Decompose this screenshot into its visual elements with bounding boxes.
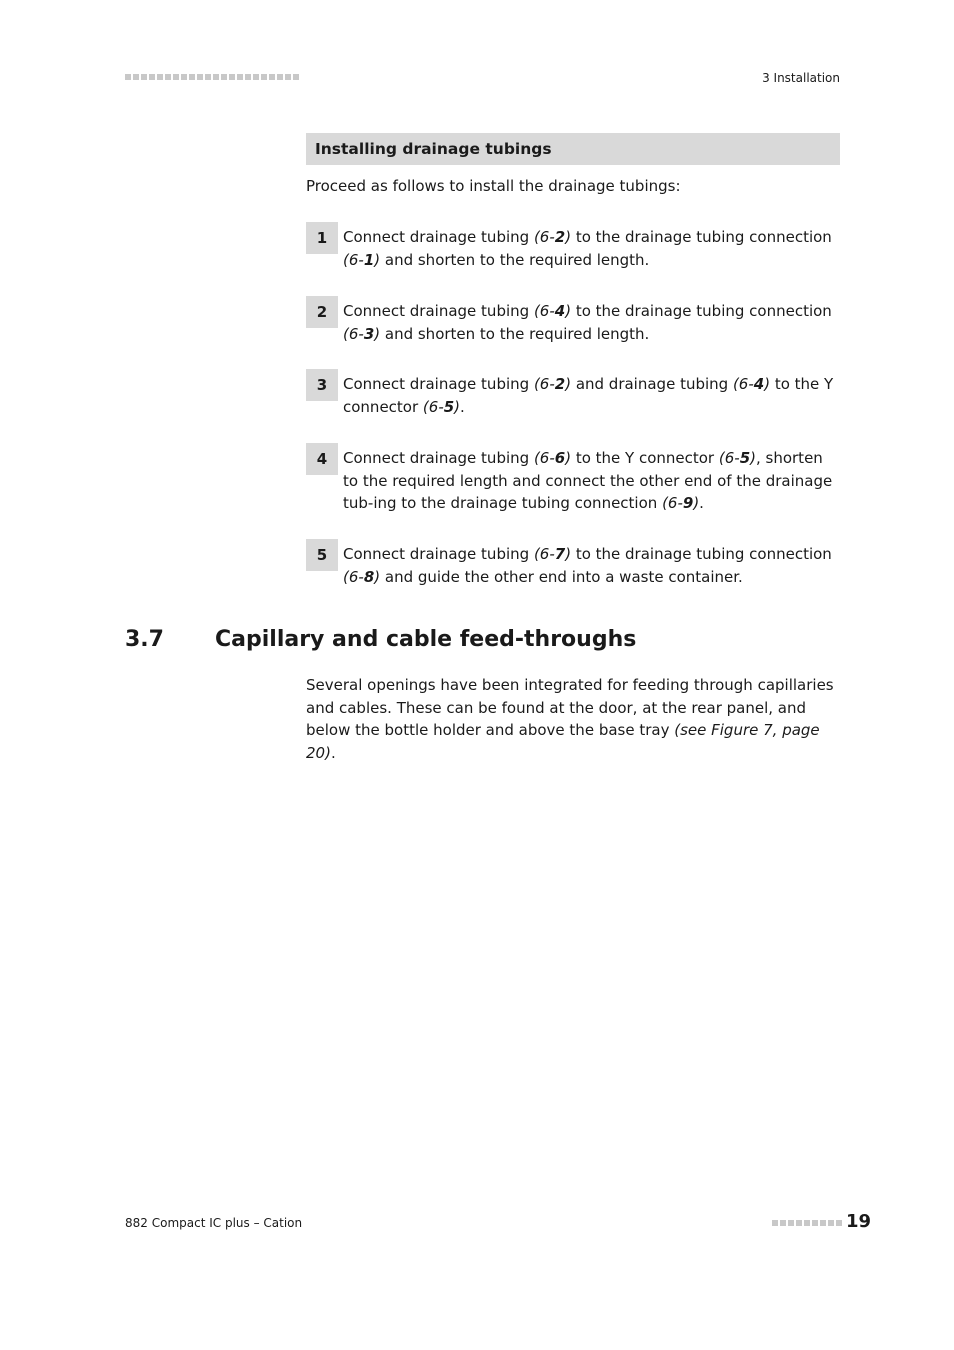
step-number: 3 xyxy=(306,369,338,401)
section-paragraph: Several openings have been integrated for feeding through capillaries and cables. These can be found at the door, at the rear panel, and below the bottle holder and above the base tray (see Figure 7, page 20). xyxy=(306,676,834,762)
footer-product-name: 882 Compact IC plus – Cation xyxy=(125,1216,303,1230)
section-number: 3.7 xyxy=(125,627,164,652)
figure-reference[interactable]: (6-3) xyxy=(343,324,381,343)
figure-reference[interactable]: (6-5) xyxy=(422,397,461,416)
page-number: 19 xyxy=(846,1211,872,1232)
step-text: Connect drainage tubing (6-2) to the drainage tubing connection (6-1) and shorten to the required length. xyxy=(343,228,832,269)
step-number: 2 xyxy=(306,296,338,328)
figure-reference[interactable]: (6-2) xyxy=(533,228,572,246)
step-text: Connect drainage tubing (6-6) to the Y connector (6-5), shorten to the required length and connect the other end of the drainage tub-ing to the drainage tubing connection (6-9). xyxy=(343,449,833,512)
step-number: 4 xyxy=(306,443,338,475)
step-number: 5 xyxy=(306,539,338,571)
header-section-title: 3 Installation xyxy=(762,71,840,85)
intro-text: Proceed as follows to install the drainage tubings: xyxy=(306,177,681,195)
figure-reference[interactable]: (6-7) xyxy=(533,545,572,563)
figure-reference[interactable]: (6-4) xyxy=(533,302,572,320)
figure-reference[interactable]: (6-4) xyxy=(732,375,771,393)
step-text: Connect drainage tubing (6-4) to the drainage tubing connection (6-3) and shorten to the required length. xyxy=(343,302,832,343)
section-title: Capillary and cable feed-throughs xyxy=(215,627,637,652)
step-text: Connect drainage tubing (6-2) and drainage tubing (6-4) to the Y connector (6-5). xyxy=(343,375,834,416)
procedure-title: Installing drainage tubings xyxy=(306,133,840,165)
step-text: Connect drainage tubing (6-7) to the drainage tubing connection (6-8) and guide the other end into a waste container. xyxy=(343,545,832,586)
footer-decoration xyxy=(772,1220,842,1226)
figure-reference[interactable]: (6-8) xyxy=(343,567,381,586)
figure-reference[interactable]: (6-2) xyxy=(533,375,572,393)
figure-reference[interactable]: (6-1) xyxy=(343,250,381,269)
header-decoration xyxy=(125,74,299,80)
step-number: 1 xyxy=(306,222,338,254)
figure-reference[interactable]: (6-5) xyxy=(718,449,756,467)
figure-reference[interactable]: (6-6) xyxy=(533,449,572,467)
figure-link[interactable]: (see Figure 7, page 20) xyxy=(306,721,820,762)
figure-reference[interactable]: (6-9) xyxy=(662,494,700,512)
